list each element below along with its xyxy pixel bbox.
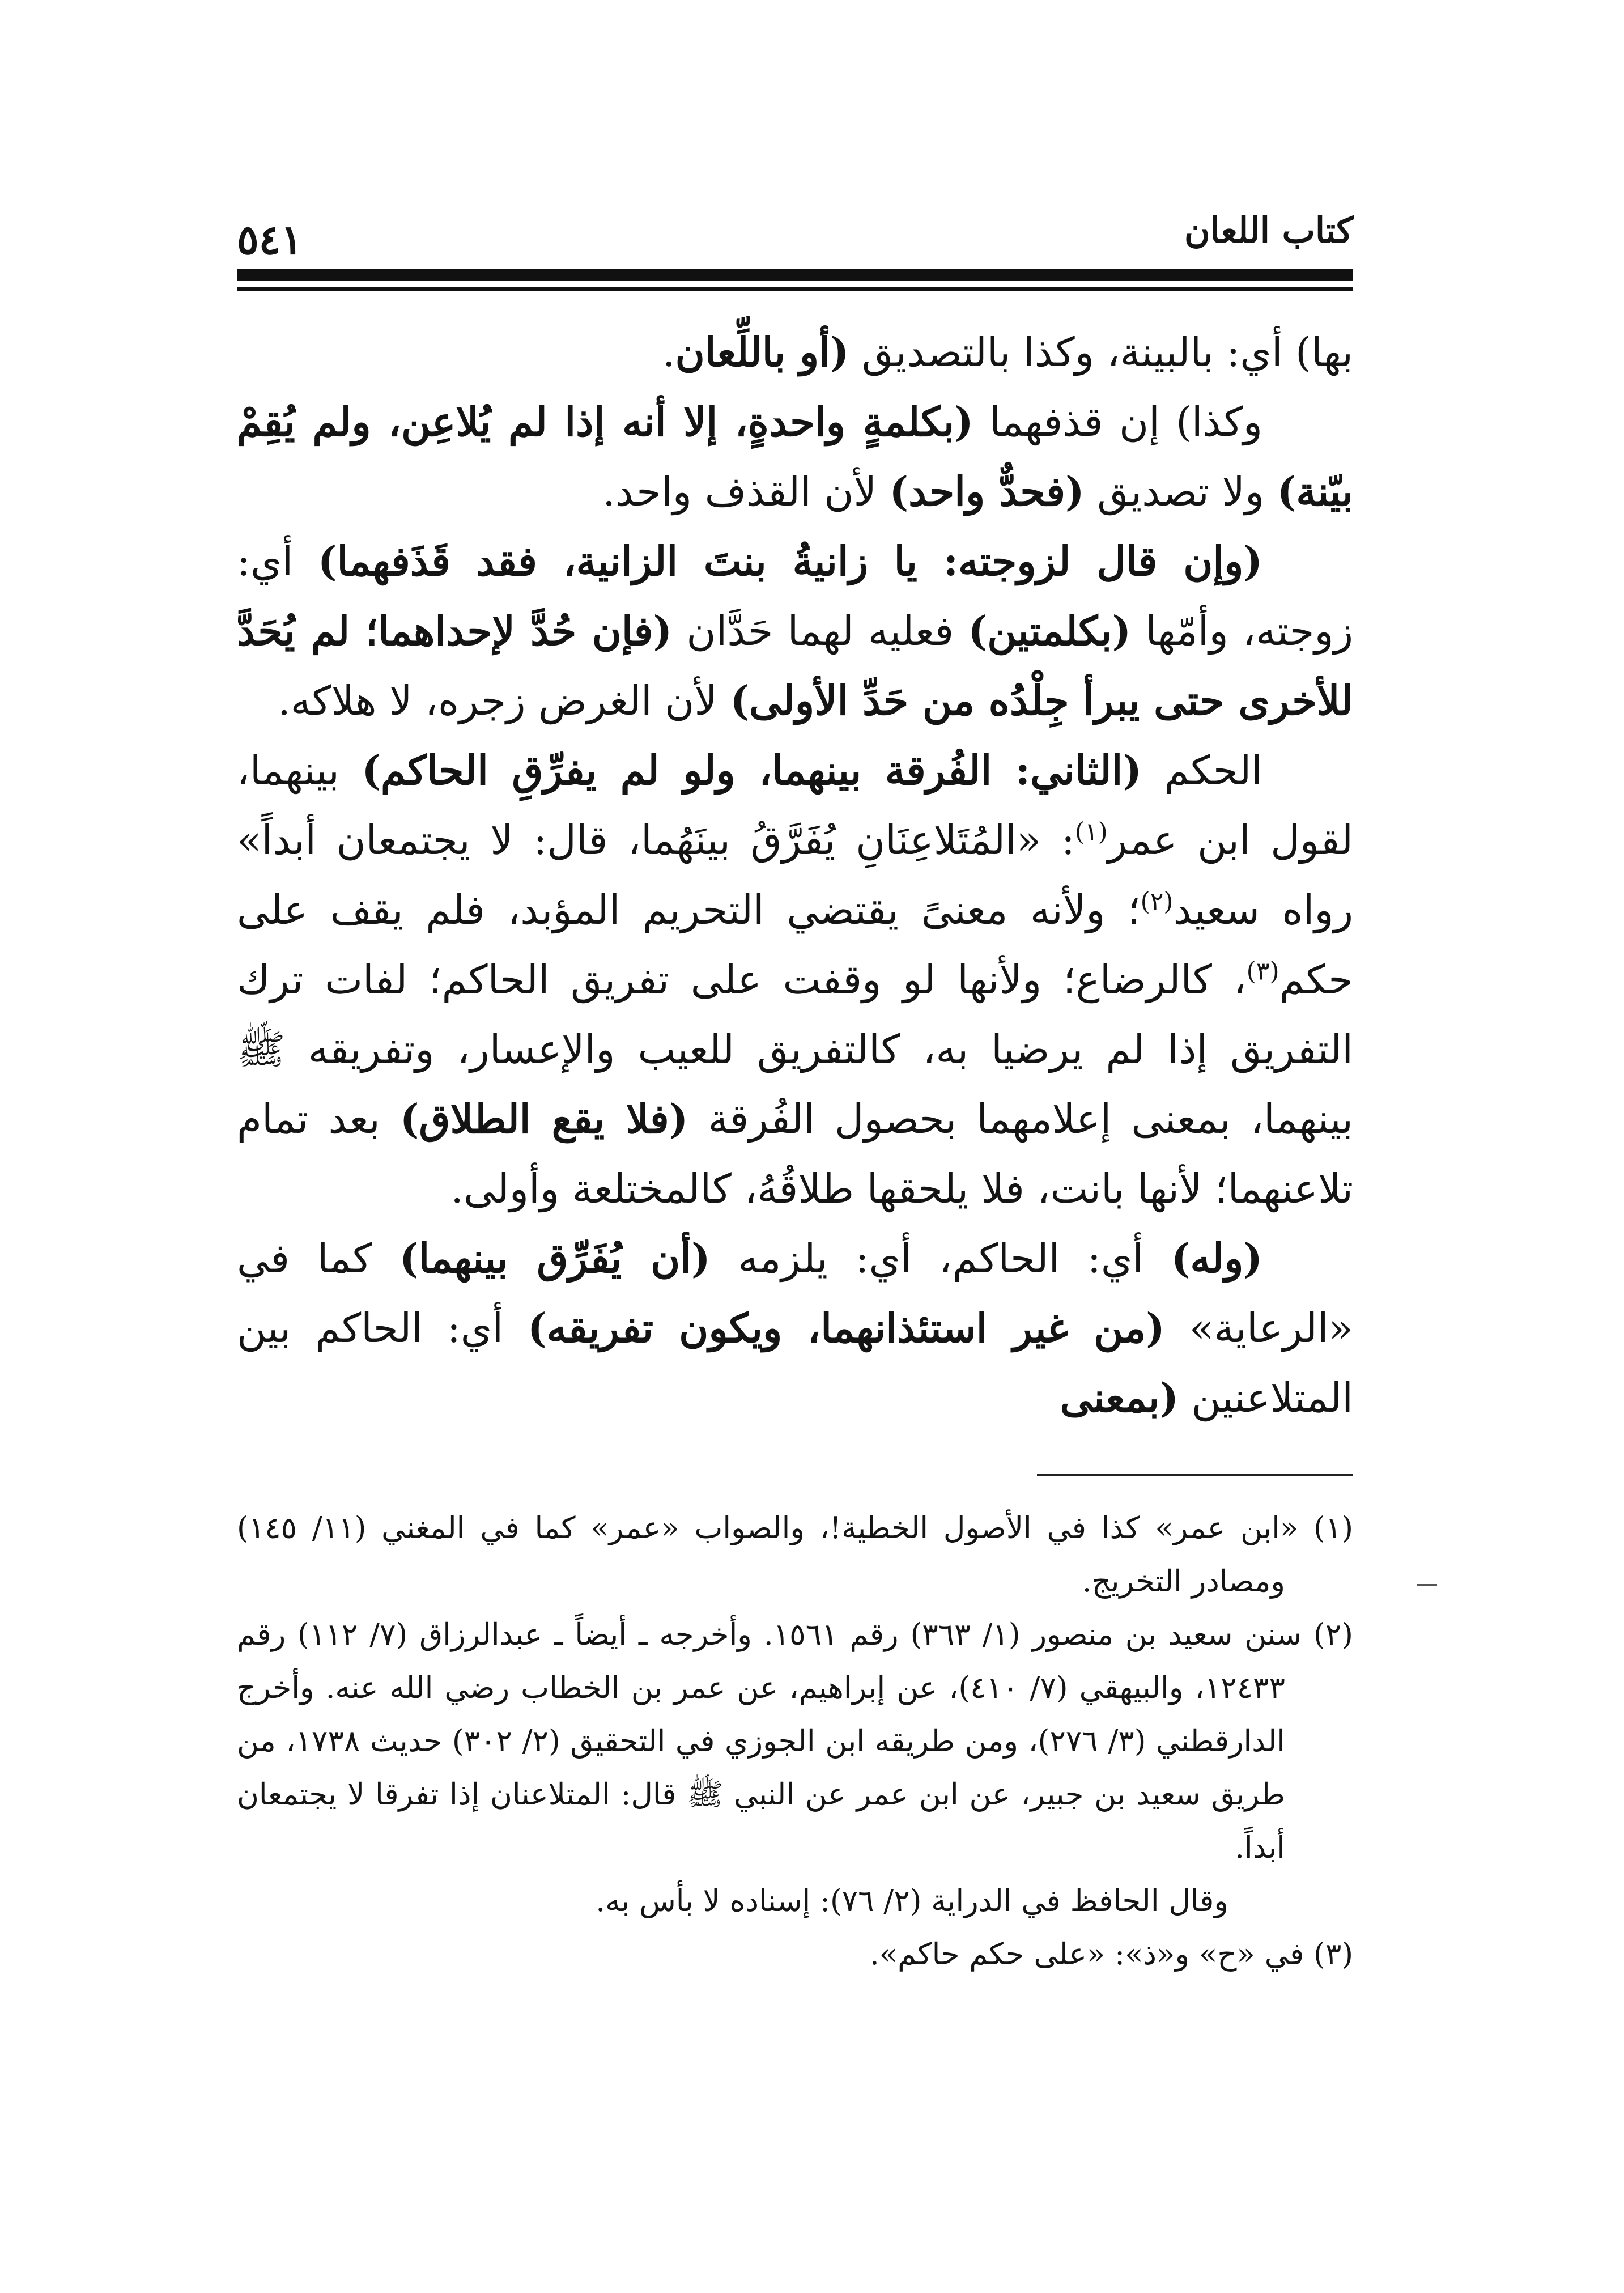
footnote-ref-3: (٣) — [1246, 957, 1279, 986]
page-number: ٥٤١ — [237, 215, 303, 264]
footnote-3: (٣) في «ح» و«ذ»: «على حكم حاكم». — [869, 1937, 1353, 1972]
paragraph-5: (وله) أي: الحاكم، أي: يلزمه (أن يُفَرِّق بينهما) كما في «الرعاية» (من غير استئذانهما، ويكون تفريقه) أي: الحاكم بين المتلاعنين (بمعنى — [237, 1234, 1353, 1421]
paragraph-3: (وإن قال لزوجته: يا زانيةُ بنتَ الزانية، فقد قَذَفهما) أي: زوجته، وأمّها (بكلمتين) فعليه لهما حَدَّان (فإن حُدَّ لإحداهما؛ لم يُحَدَّ للأخرى حتى يبرأ جِلْدُه من حَدِّ الأولى) لأن الغرض زجره، لا هلاكه. — [237, 537, 1353, 724]
footnote-separator — [1037, 1474, 1353, 1476]
header-rule-thin — [237, 287, 1353, 291]
footnote-2-note: وقال الحافظ في الدراية (٢/ ٧٦): إسناده لا بأس به. — [596, 1884, 1228, 1918]
footnote-1: (١) «ابن عمر» كذا في الأصول الخطية!، والصواب «عمر» كما في المغني (١١/ ١٤٥) ومصادر التخريج. — [237, 1511, 1353, 1599]
footnotes — [237, 1502, 1353, 1981]
paragraph-4: الحكم (الثاني: الفُرقة بينهما، ولو لم يفرِّقِ الحاكم) بينهما، لقول ابن عمر$^{(١)}$: «المُتَلاعِنَانِ يُفَرَّقُ بينَهُما، قال: لا يجتمعان أبداً» رواه سعيد$^{(٢)}$؛ ولأنه معنىً يقتضي التحريم المؤبد، فلم يقف على حكم$^{(٣)}$، كالرضاع؛ ولأنها لو وقفت على تفريق الحاكم؛ لفات ترك التفريق إذا لم يرضيا به، كالتفريق للعيب والإعسار، وتفريقه ﷺ بينهما، بمعنى إعلامهما بحصول الفُرقة (فلا يقع الطلاق) بعد تمام تلاعنهما؛ لأنها بانت، فلا يلحقها طلاقُهُ، كالمختلعة وأولى. — [237, 746, 1353, 1212]
margin-mark — [1417, 1584, 1437, 1586]
footnote-ref-2: (٢) — [1140, 887, 1174, 916]
footnote-ref-1: (١) — [1074, 817, 1108, 847]
footnote-2: (٢) سنن سعيد بن منصور (١/ ٣٦٣) رقم ١٥٦١. وأخرجه ـ أيضاً ـ عبدالرزاق (٧/ ١١٢) رقم ١٢٤٣٣، والبيهقي (٧/ ٤١٠)، عن إبراهيم، عن عمر بن الخطاب رضي الله عنه. وأخرج الدارقطني (٣/ ٢٧٦)، ومن طريقه ابن الجوزي في التحقيق (٢/ ٣٠٢) حديث ١٧٣٨، من طريق سعيد بن جبير، عن ابن عمر عن النبي ﷺ قال: المتلاعنان إذا تفرقا لا يجتمعان أبداً. — [237, 1617, 1353, 1865]
header-rule-thick — [237, 269, 1353, 281]
paragraph-2: وكذا) إن قذفهما (بكلمةٍ واحدةٍ، إلا أنه إذا لم يُلاعِن، ولم يُقِمْ بيّنة) ولا تصديق (فحدٌّ واحد) لأن القذف واحد. — [237, 398, 1353, 515]
book-title: كتاب اللعان — [1184, 210, 1353, 251]
main-text — [237, 317, 1353, 1433]
paragraph-1: بها) أي: بالبينة، وكذا بالتصديق (أو باللِّعان. — [662, 328, 1353, 376]
